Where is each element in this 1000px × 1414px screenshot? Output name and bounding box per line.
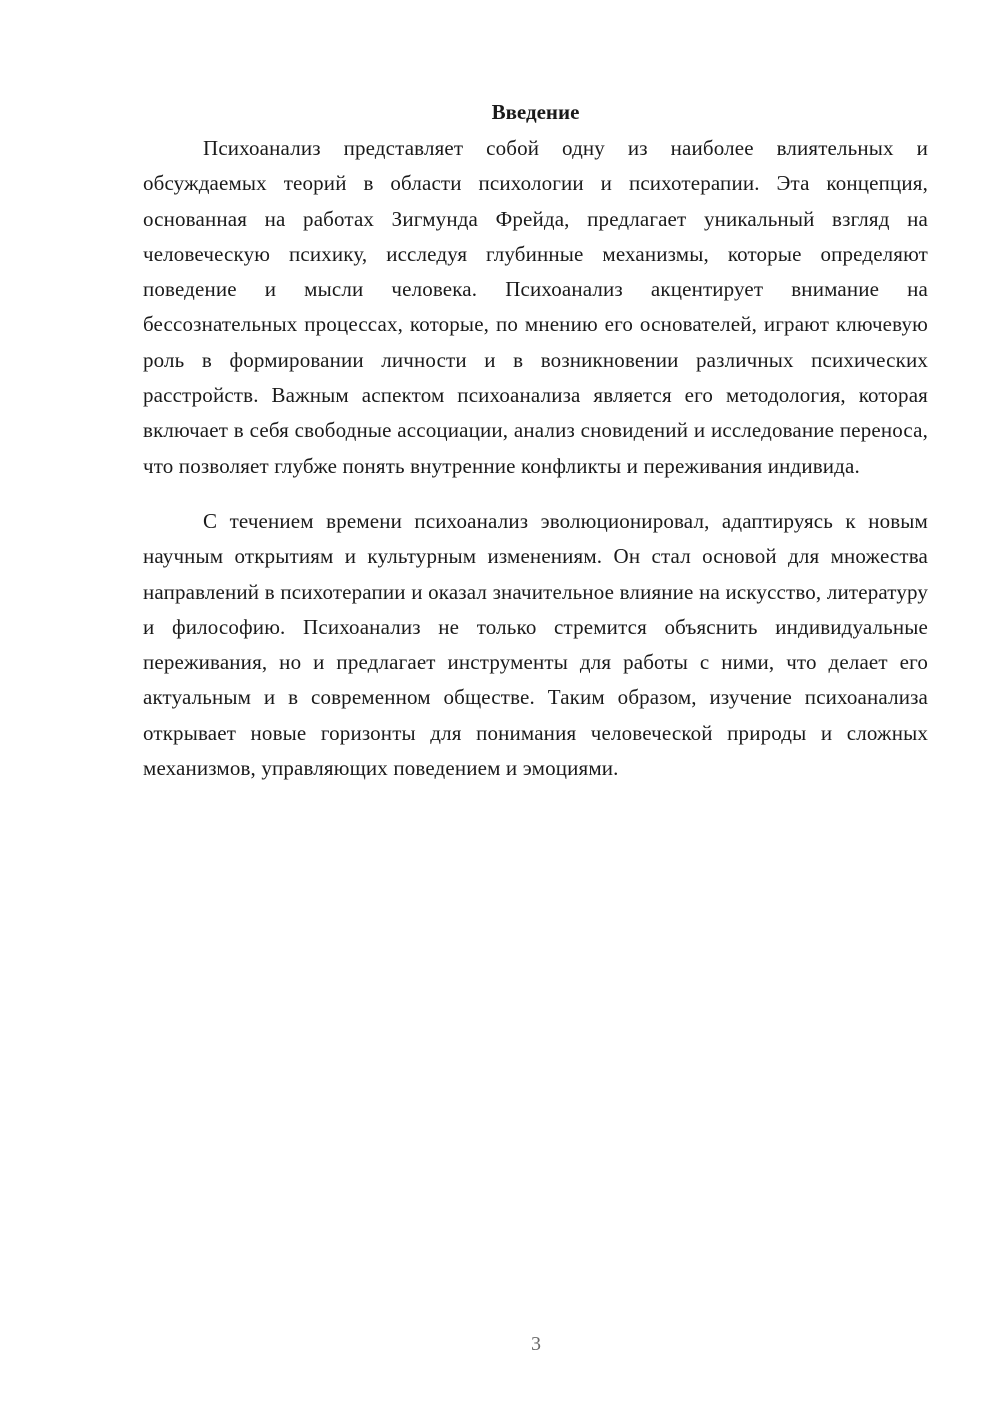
paragraph-2: С течением времени психоанализ эволюционировал, адаптируясь к новым научным открытиям и культурным изменениям. Он стал основой для множества направлений в психотерапии и оказал значительное влияние на искусство, литературу и философию. Психоанализ не только стремится объяснить индивидуальные переживания, но и предлагает инструменты для работы с ними, что делает его актуальным и в современном обществе. Таким образом, изучение психоанализа открывает новые горизонты для понимания человеческой природы и сложных механизмов, управляющих поведением и эмоциями. bbox=[143, 508, 928, 781]
page-number: 3 bbox=[531, 1333, 541, 1355]
paragraph-1: Психоанализ представляет собой одну из наиболее влиятельных и обсуждаемых теорий в области психологии и психотерапии. Эта концепция, основанная на работах Зигмунда Фрейда, предлагает уникальный взгляд на человеческую психику, исследуя глубинные механизмы, которые определяют поведение и мысли человека. Психоанализ акцентирует внимание на бессознательных процессах, которые, по мнению его основателей, играют ключевую роль в формировании личности и в возникновении различных психических расстройств. Важным аспектом психоанализа является его методология, которая включает в себя свободные ассоциации, анализ сновидений и исследование переноса, что позволяет глубже понять внутренние конфликты и переживания индивида. bbox=[143, 136, 928, 478]
page-content bbox=[143, 97, 928, 786]
page-title: Введение bbox=[491, 100, 580, 124]
